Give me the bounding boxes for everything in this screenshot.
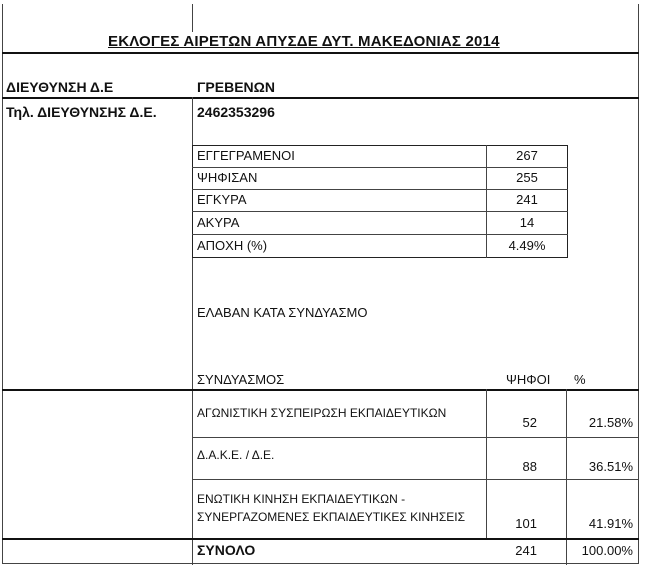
header-rule (2, 97, 639, 99)
stat-label: ΕΓΓΕΓΡΑΜΕΝΟΙ (197, 148, 295, 163)
result-percent: 21.58% (588, 415, 633, 430)
result-votes: 88 (522, 459, 537, 474)
result-votes: 52 (522, 415, 537, 430)
stat-label: ΕΓΚΥΡΑ (197, 192, 247, 207)
header-votes: ΨΗΦΟΙ (506, 372, 551, 387)
document-title: ΕΚΛΟΓΕΣ ΑΙΡΕΤΩΝ ΑΠΥΣΔΕ ΔΥΤ. ΜΑΚΕΔΟΝΙΑΣ 2014 (108, 33, 500, 50)
stat-value: 255 (516, 170, 538, 185)
result-percent: 36.51% (588, 459, 633, 474)
total-votes: 241 (515, 543, 537, 558)
title-divider (192, 4, 193, 32)
direction-label: ΔΙΕΥΘΥΝΣΗ Δ.Ε (6, 79, 114, 95)
result-percent: 41.91% (588, 516, 633, 531)
results-bottom-rule (2, 538, 639, 540)
result-votes: 101 (515, 516, 537, 531)
result-party: Δ.Α.Κ.Ε. / Δ.Ε. (197, 448, 275, 462)
total-label: ΣΥΝΟΛΟ (197, 542, 256, 558)
stat-label: ΑΠΟΧΗ (%) (197, 238, 268, 253)
total-percent: 100.00% (581, 543, 633, 558)
right-border (638, 4, 639, 564)
stat-label: ΑΚΥΡΑ (197, 215, 240, 230)
result-party: ΑΓΩΝΙΣΤΙΚΗ ΣΥΣΠΕΙΡΩΣΗ ΕΚΠΑΙΔΕΥΤΙΚΩΝ (197, 406, 447, 420)
header-percent: % (574, 372, 586, 387)
title-rule (2, 52, 639, 54)
phone-value: 2462353296 (197, 104, 275, 120)
left-border (2, 4, 3, 564)
direction-value: ΓΡΕΒΕΝΩΝ (197, 79, 275, 95)
phone-label: Τηλ. ΔΙΕΥΘΥΝΣΗΣ Δ.Ε. (6, 104, 157, 120)
stat-label: ΨΗΦΙΣΑΝ (197, 170, 258, 185)
stat-value: 241 (516, 192, 538, 207)
header-party: ΣΥΝΔΥΑΣΜΟΣ (197, 372, 285, 387)
stat-value: 267 (516, 148, 538, 163)
result-party: ΕΝΩΤΙΚΗ ΚΙΝΗΣΗ ΕΚΠΑΙΔΕΥΤΙΚΩΝ - (197, 492, 406, 506)
stat-value: 14 (519, 215, 535, 230)
section-title: ΕΛΑΒΑΝ ΚΑΤΑ ΣΥΝΔΥΑΣΜΟ (197, 305, 368, 320)
stat-value: 4.49% (508, 238, 546, 253)
results-top-rule (2, 389, 639, 391)
result-party: ΣΥΝΕΡΓΑΖΟΜΕΝΕΣ ΕΚΠΑΙΔΕΥΤΙΚΕΣ ΚΙΝΗΣΕΙΣ (197, 510, 465, 524)
